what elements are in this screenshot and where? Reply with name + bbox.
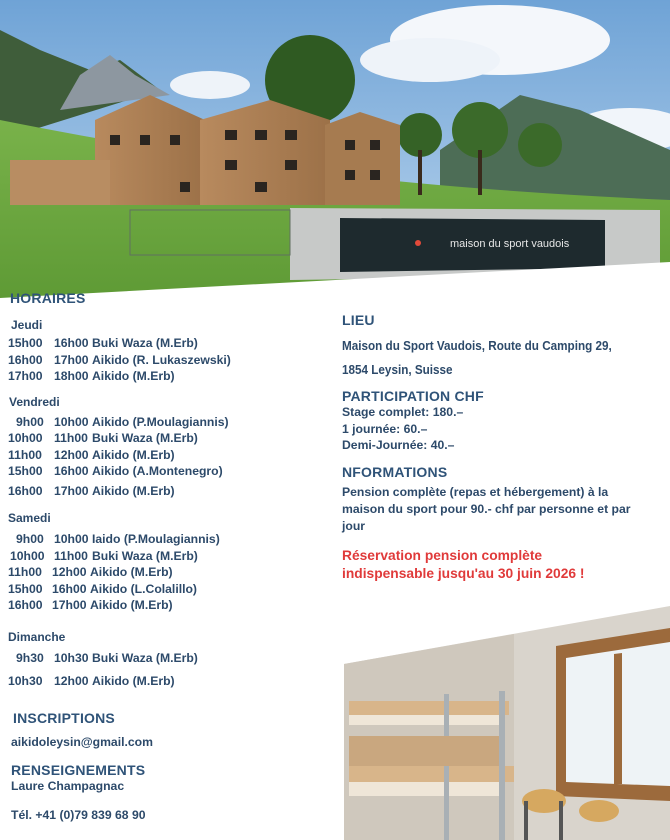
address-line-1: Maison du Sport Vaudois, Route du Camping 29, xyxy=(342,338,612,353)
address-line-2: 1854 Leysin, Suisse xyxy=(342,362,453,377)
schedule-row: 11h00 12h00 Aikido (M.Erb) xyxy=(8,565,173,579)
schedule-vendredi xyxy=(8,414,328,500)
schedule-row: 16h00 17h00 Aikido (M.Erb) xyxy=(8,483,175,498)
schedule-row: 9h30 10h30 Buki Waza (M.Erb) xyxy=(16,650,198,665)
schedule-row: 10h30 12h00 Aikido (M.Erb) xyxy=(8,674,175,688)
schedule-row: 15h00 16h00 Aikido (A.Montenegro) xyxy=(8,464,223,478)
contact-phone[interactable]: Tél. +41 (0)79 839 68 90 xyxy=(11,807,146,822)
participation-heading: PARTICIPATION CHF xyxy=(342,388,484,404)
renseignements-heading: RENSEIGNEMENTS xyxy=(11,762,146,778)
schedule-jeudi xyxy=(8,335,328,385)
price-half-day: Demi-Journée: 40.– xyxy=(342,438,455,452)
building-photo xyxy=(0,0,670,300)
price-stage: Stage complet: 180.– xyxy=(342,405,464,419)
inscriptions-heading: INSCRIPTIONS xyxy=(13,709,115,726)
contact-email[interactable]: aikidoleysin@gmail.com xyxy=(11,734,153,749)
informations-heading: NFORMATIONS xyxy=(342,463,448,480)
informations-text: Pension complète (repas et hébergement) à la maison du sport pour 90.- chf par personne et par jour xyxy=(342,484,631,533)
day-vendredi: Vendredi xyxy=(9,394,60,409)
room-photo xyxy=(344,606,670,840)
schedule-dimanche xyxy=(8,650,328,690)
schedule-row: 10h00 11h00 Buki Waza (M.Erb) xyxy=(8,431,198,445)
price-day: 1 journée: 60.– xyxy=(342,421,428,436)
schedule-samedi xyxy=(8,531,328,614)
day-dimanche: Dimanche xyxy=(8,629,66,644)
reservation-line-2: indispensable jusqu'au 30 juin 2026 ! xyxy=(342,565,585,581)
schedule-row: 15h00 16h00 Aikido (L.Colalillo) xyxy=(8,581,197,596)
schedule-row: 15h00 16h00 Buki Waza (M.Erb) xyxy=(8,336,198,350)
schedule-row: 9h00 10h00 Aikido (P.Moulagiannis) xyxy=(16,414,229,429)
left-column xyxy=(8,290,328,823)
reservation-line-1: Réservation pension complète xyxy=(342,547,543,563)
day-samedi: Samedi xyxy=(8,511,51,525)
right-column xyxy=(342,312,660,583)
schedule-row: 16h00 17h00 Aikido (M.Erb) xyxy=(8,598,173,612)
schedule-row: 17h00 18h00 Aikido (M.Erb) xyxy=(8,369,175,383)
schedule-row: 11h00 12h00 Aikido (M.Erb) xyxy=(8,447,175,462)
contact-name: Laure Champagnac xyxy=(11,779,125,793)
hall-sign: maison du sport vaudois xyxy=(450,238,570,250)
horaires-heading: HORAIRES xyxy=(10,290,86,306)
lieu-heading: LIEU xyxy=(342,312,375,328)
schedule-row: 9h00 10h00 Iaido (P.Moulagiannis) xyxy=(16,532,220,546)
schedule-row: 10h00 11h00 Buki Waza (M.Erb) xyxy=(10,548,198,563)
schedule-row: 16h00 17h00 Aikido (R. Lukaszewski) xyxy=(8,352,231,367)
day-jeudi: Jeudi xyxy=(11,318,43,332)
